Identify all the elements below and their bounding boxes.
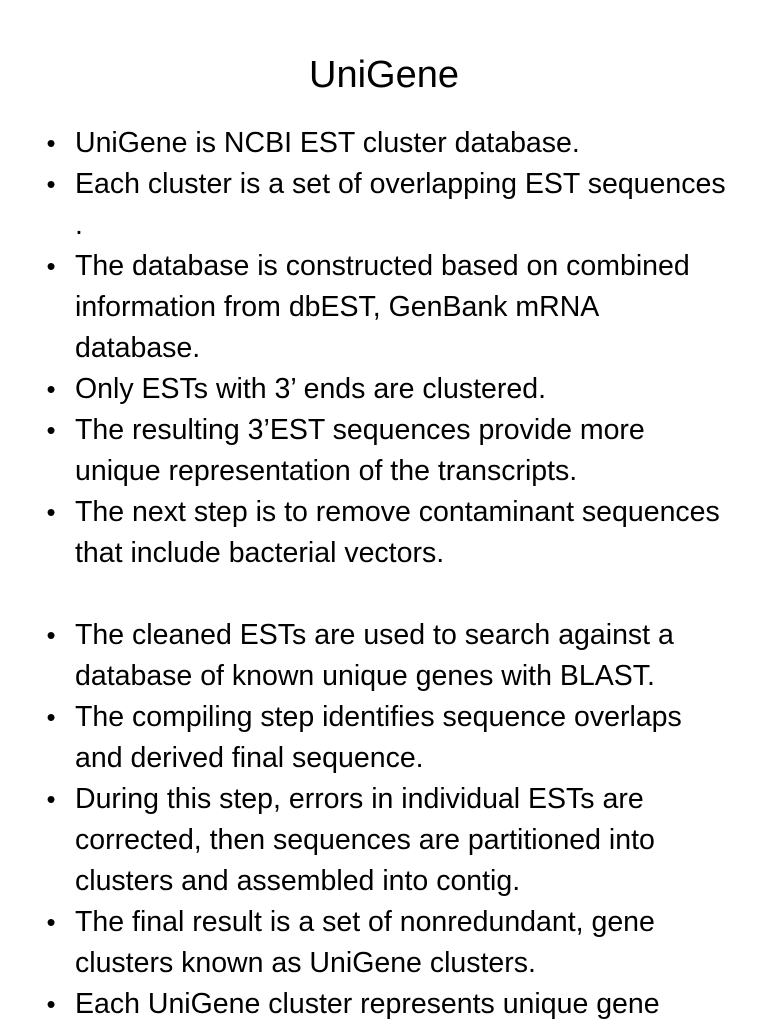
- bullet-text: The resulting 3’EST sequences provide more unique representation of the transcripts.: [75, 414, 645, 487]
- bullet-dot-icon: •: [46, 415, 56, 445]
- bullet-dot-icon: •: [46, 989, 56, 1019]
- slide-title: UniGene: [309, 54, 459, 96]
- bullet-dot-icon: •: [46, 251, 56, 281]
- bullet-item: [0, 164, 768, 246]
- bullet-list: [0, 123, 768, 1024]
- bullet-dot-icon: •: [46, 128, 56, 158]
- bullet-item: [0, 984, 768, 1024]
- bullet-dot-icon: •: [46, 907, 56, 937]
- bullet-item: [0, 779, 768, 902]
- bullet-item: [0, 492, 768, 574]
- bullet-text: The database is constructed based on combined information from dbEST, GenBank mRNA database.: [75, 250, 690, 364]
- paragraph-spacer: [0, 574, 768, 615]
- bullet-dot-icon: •: [46, 784, 56, 814]
- bullet-item: [0, 246, 768, 369]
- bullet-text: The compiling step identifies sequence overlaps and derived final sequence.: [75, 701, 682, 774]
- bullet-text: Only ESTs with 3’ ends are clustered.: [75, 373, 546, 405]
- bullet-text: The cleaned ESTs are used to search against a database of known unique genes with BLAST.: [75, 619, 674, 692]
- bullet-text: UniGene is NCBI EST cluster database.: [75, 127, 580, 159]
- bullet-text: The next step is to remove contaminant sequences that include bacterial vectors.: [75, 496, 720, 569]
- bullet-dot-icon: •: [46, 620, 56, 650]
- bullet-dot-icon: •: [46, 374, 56, 404]
- bullet-item: [0, 902, 768, 984]
- bullet-item: [0, 615, 768, 697]
- bullet-text: Each cluster is a set of overlapping EST sequences .: [75, 168, 726, 241]
- bullet-item: [0, 410, 768, 492]
- bullet-text: Each UniGene cluster represents unique gene: [75, 988, 660, 1020]
- bullet-dot-icon: •: [46, 702, 56, 732]
- bullet-item: [0, 123, 768, 164]
- bullet-dot-icon: •: [46, 497, 56, 527]
- bullet-item: [0, 697, 768, 779]
- bullet-text: During this step, errors in individual ESTs are corrected, then sequences are partitioned into clusters and assembled into contig.: [75, 783, 655, 897]
- bullet-dot-icon: •: [46, 169, 56, 199]
- bullet-item: [0, 369, 768, 410]
- bullet-text: The final result is a set of nonredundant, gene clusters known as UniGene clusters.: [75, 906, 655, 979]
